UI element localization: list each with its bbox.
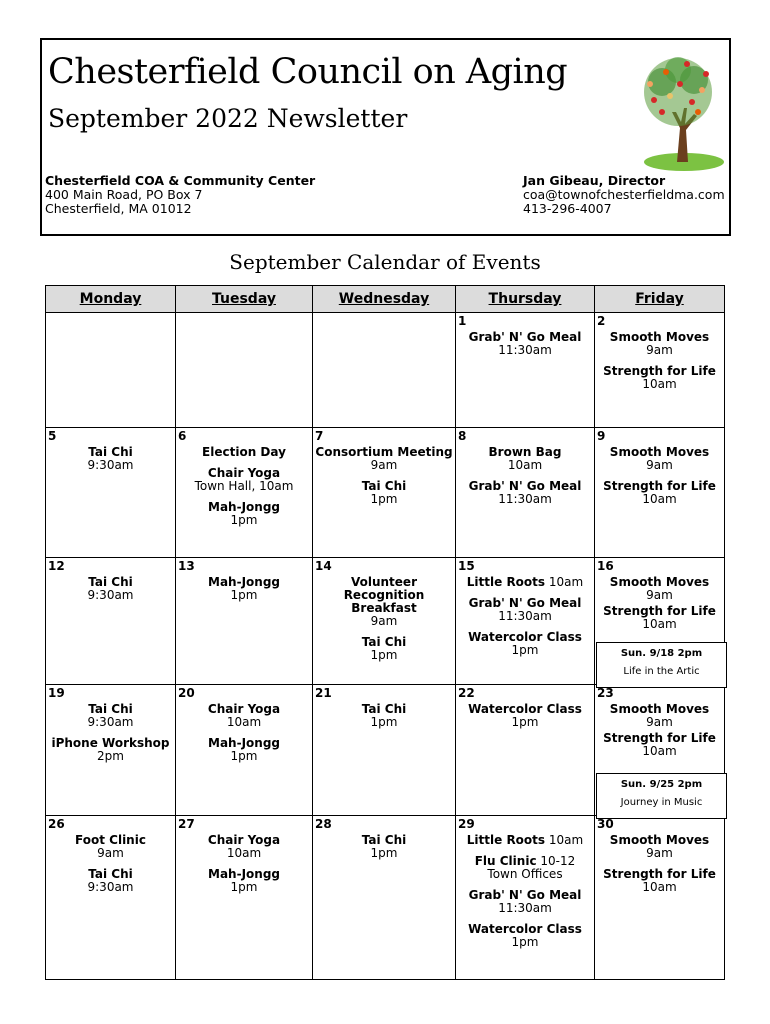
- calendar-event: [597, 605, 722, 631]
- calendar-title: September Calendar of Events: [229, 250, 541, 274]
- calendar-day-cell: [46, 816, 176, 980]
- calendar-day-cell: [456, 313, 595, 428]
- event-time: 9am: [646, 715, 673, 729]
- sunday-event-box: [596, 642, 727, 688]
- calendar-event: [597, 703, 722, 729]
- event-name: Tai Chi: [361, 635, 407, 649]
- weekday-header: Thursday: [456, 286, 595, 313]
- day-number: 16: [597, 559, 614, 573]
- calendar-event: [48, 834, 173, 860]
- event-name: Tai Chi: [88, 867, 133, 881]
- day-number: 7: [315, 429, 324, 443]
- calendar-event: [178, 834, 310, 860]
- event-time: 9am: [646, 343, 673, 357]
- event-name: Little Roots: [466, 575, 546, 589]
- calendar-day-cell: [176, 558, 313, 685]
- event-name: Tai Chi: [88, 445, 133, 459]
- newsletter-header: [40, 38, 731, 236]
- event-time: 1pm: [511, 643, 539, 657]
- calendar-event: [597, 331, 722, 357]
- event-name: Chair Yoga: [207, 833, 281, 847]
- calendar-event: [48, 703, 173, 729]
- calendar-event: [48, 446, 173, 472]
- event-time: 9am: [370, 614, 398, 628]
- event-name: Watercolor Class: [468, 922, 582, 936]
- event-note: Town Offices: [487, 867, 563, 881]
- calendar-day-cell: [176, 313, 313, 428]
- event-time: 1pm: [230, 880, 258, 894]
- weekday-header: Monday: [46, 286, 176, 313]
- day-number: 9: [597, 429, 606, 443]
- calendar-event: [458, 855, 592, 881]
- event-name: Smooth Moves: [609, 833, 710, 847]
- calendar-week-row: [46, 428, 725, 558]
- day-number: 15: [458, 559, 475, 573]
- event-time: 9:30am: [87, 588, 134, 602]
- org-title: Chesterfield Council on Aging: [48, 52, 568, 92]
- weekday-header: Wednesday: [313, 286, 456, 313]
- calendar-day-cell: [176, 685, 313, 816]
- calendar-day-cell: [595, 428, 725, 558]
- day-number: 12: [48, 559, 65, 573]
- calendar-day-cell: [313, 313, 456, 428]
- event-time: 1pm: [370, 846, 398, 860]
- event-name: Tai Chi: [88, 575, 133, 589]
- event-time: 9am: [370, 458, 398, 472]
- calendar-event: [458, 631, 592, 657]
- day-number: 27: [178, 817, 195, 831]
- event-time: 1pm: [511, 715, 539, 729]
- event-time: 9am: [646, 846, 673, 860]
- calendar-event: [315, 446, 453, 472]
- day-number: 19: [48, 686, 65, 700]
- event-time: 11:30am: [498, 492, 552, 506]
- event-time: 9am: [646, 588, 673, 602]
- event-name: Smooth Moves: [609, 575, 710, 589]
- calendar-day-cell: [46, 428, 176, 558]
- calendar-event: [315, 834, 453, 860]
- event-time: 1pm: [230, 513, 258, 527]
- day-number: 2: [597, 314, 606, 328]
- event-name: Volunteer Recognition Breakfast: [343, 575, 425, 615]
- event-time: 9am: [97, 846, 124, 860]
- event-name: Smooth Moves: [609, 330, 710, 344]
- event-name: Brown Bag: [488, 445, 562, 459]
- calendar-event: [178, 737, 310, 763]
- address-line-1: 400 Main Road, PO Box 7: [45, 187, 203, 202]
- event-time: 10am: [642, 880, 677, 894]
- event-name: Election Day: [202, 445, 286, 459]
- day-number: 14: [315, 559, 332, 573]
- calendar-week-row: [46, 313, 725, 428]
- calendar-day-cell: [456, 428, 595, 558]
- calendar-event: [458, 889, 592, 915]
- event-name: Mah-Jongg: [208, 575, 280, 589]
- day-number: 23: [597, 686, 614, 700]
- calendar-event: [315, 636, 453, 662]
- event-time: 9:30am: [87, 880, 134, 894]
- calendar-event: [458, 597, 592, 623]
- calendar-event: [48, 868, 173, 894]
- calendar-event: [178, 446, 310, 459]
- event-name: Tai Chi: [88, 702, 133, 716]
- event-time: 10am: [548, 575, 584, 589]
- event-time: 10am: [226, 846, 262, 860]
- calendar-week-row: [46, 558, 725, 685]
- event-name: Strength for Life: [603, 731, 716, 745]
- calendar-event: [178, 703, 310, 729]
- event-time: 10-12: [540, 854, 576, 868]
- event-time: Town Hall, 10am: [194, 479, 294, 493]
- director-contact: [523, 174, 725, 216]
- center-name: Chesterfield COA & Community Center: [45, 173, 316, 188]
- event-name: Grab' N' Go Meal: [468, 479, 582, 493]
- event-time: 10am: [548, 833, 584, 847]
- day-number: 29: [458, 817, 475, 831]
- weekday-header: Tuesday: [176, 286, 313, 313]
- events-calendar: [45, 285, 725, 980]
- calendar-event: [597, 834, 722, 860]
- event-time: 1pm: [230, 749, 258, 763]
- calendar-week-row: [46, 685, 725, 816]
- calendar-event: [458, 923, 592, 949]
- calendar-day-cell: [595, 816, 725, 980]
- event-time: 10am: [642, 744, 677, 758]
- event-name: Chair Yoga: [207, 702, 281, 716]
- event-name: Strength for Life: [603, 364, 716, 378]
- day-number: 20: [178, 686, 195, 700]
- center-contact: [45, 174, 315, 216]
- event-name: Little Roots: [466, 833, 546, 847]
- event-name: Mah-Jongg: [208, 736, 280, 750]
- event-name: Grab' N' Go Meal: [468, 888, 582, 902]
- calendar-event: [597, 732, 722, 758]
- event-time: 2pm: [97, 749, 124, 763]
- calendar-event: [597, 480, 722, 506]
- event-name: Smooth Moves: [609, 702, 710, 716]
- calendar-event: [178, 576, 310, 602]
- calendar-event: [315, 576, 453, 628]
- day-number: 30: [597, 817, 614, 831]
- calendar-event: [597, 576, 722, 602]
- event-name: Strength for Life: [603, 604, 716, 618]
- weekday-header-row: [46, 286, 725, 313]
- calendar-event: [458, 703, 592, 729]
- event-name: Consortium Meeting: [315, 445, 453, 459]
- event-name: Strength for Life: [603, 479, 716, 493]
- event-name: Mah-Jongg: [208, 500, 280, 514]
- event-time: 10am: [642, 492, 677, 506]
- event-name: Tai Chi: [361, 833, 407, 847]
- event-time: 9:30am: [87, 458, 134, 472]
- calendar-event: [458, 331, 592, 357]
- event-time: 11:30am: [498, 609, 552, 623]
- event-name: Chair Yoga: [207, 466, 281, 480]
- calendar-event: [597, 868, 722, 894]
- event-time: 9am: [646, 458, 673, 472]
- calendar-event: [48, 576, 173, 602]
- sunday-event-title: Life in the Artic: [623, 666, 700, 677]
- day-number: 13: [178, 559, 195, 573]
- calendar-event: [178, 501, 310, 527]
- day-number: 5: [48, 429, 57, 443]
- event-name: Flu Clinic: [474, 854, 537, 868]
- event-time: 10am: [642, 617, 677, 631]
- address-line-2: Chesterfield, MA 01012: [45, 201, 192, 216]
- calendar-day-cell: [313, 428, 456, 558]
- event-time: 1pm: [230, 588, 258, 602]
- calendar-week-row: [46, 816, 725, 980]
- sunday-event-title: Journey in Music: [620, 797, 703, 808]
- calendar-event: [315, 480, 453, 506]
- calendar-event: [458, 576, 592, 589]
- event-name: Smooth Moves: [609, 445, 710, 459]
- sunday-event-box: [596, 773, 727, 819]
- event-time: 1pm: [370, 492, 398, 506]
- day-number: 6: [178, 429, 187, 443]
- calendar-day-cell: [313, 816, 456, 980]
- calendar-day-cell: [456, 685, 595, 816]
- calendar-day-cell: [595, 558, 725, 685]
- event-time: 10am: [507, 458, 543, 472]
- day-number: 28: [315, 817, 332, 831]
- calendar-event: [315, 703, 453, 729]
- calendar-day-cell: [456, 558, 595, 685]
- day-number: 1: [458, 314, 467, 328]
- director-phone: 413-296-4007: [523, 201, 612, 216]
- event-name: Tai Chi: [361, 479, 407, 493]
- event-time: 1pm: [511, 935, 539, 949]
- calendar-day-cell: [176, 428, 313, 558]
- calendar-day-cell: [313, 558, 456, 685]
- event-time: 1pm: [370, 715, 398, 729]
- calendar-day-cell: [46, 558, 176, 685]
- calendar-event: [597, 365, 722, 391]
- calendar-day-cell: [176, 816, 313, 980]
- sunday-event-date: Sun. 9/25 2pm: [620, 779, 703, 790]
- event-name: Foot Clinic: [75, 833, 146, 847]
- event-name: Watercolor Class: [468, 630, 582, 644]
- tree-logo-icon: [632, 50, 724, 172]
- calendar-event: [458, 834, 592, 847]
- event-name: Watercolor Class: [468, 702, 582, 716]
- director-name: Jan Gibeau, Director: [523, 173, 666, 188]
- event-time: 11:30am: [498, 343, 552, 357]
- calendar-event: [597, 446, 722, 472]
- event-time: 11:30am: [498, 901, 552, 915]
- event-name: Mah-Jongg: [208, 867, 280, 881]
- calendar-day-cell: [46, 313, 176, 428]
- calendar-event: [458, 446, 592, 472]
- calendar-day-cell: [456, 816, 595, 980]
- day-number: 22: [458, 686, 475, 700]
- calendar-day-cell: [595, 313, 725, 428]
- calendar-day-cell: [46, 685, 176, 816]
- event-name: Grab' N' Go Meal: [468, 330, 582, 344]
- event-name: iPhone Workshop: [51, 736, 170, 750]
- calendar-day-cell: [313, 685, 456, 816]
- calendar-event: [178, 868, 310, 894]
- event-name: Grab' N' Go Meal: [468, 596, 582, 610]
- director-email[interactable]: coa@townofchesterfieldma.com: [523, 187, 725, 202]
- calendar-event: [458, 480, 592, 506]
- event-name: Strength for Life: [603, 867, 716, 881]
- event-time: 9:30am: [87, 715, 134, 729]
- calendar-event: [178, 467, 310, 493]
- day-number: 21: [315, 686, 332, 700]
- newsletter-title: September 2022 Newsletter: [48, 104, 408, 133]
- event-name: Tai Chi: [361, 702, 407, 716]
- calendar-day-cell: [595, 685, 725, 816]
- weekday-header: Friday: [595, 286, 725, 313]
- day-number: 26: [48, 817, 65, 831]
- day-number: 8: [458, 429, 467, 443]
- sunday-event-date: Sun. 9/18 2pm: [620, 648, 703, 659]
- calendar-event: [48, 737, 173, 763]
- event-time: 10am: [642, 377, 677, 391]
- event-time: 1pm: [370, 648, 398, 662]
- event-time: 10am: [226, 715, 262, 729]
